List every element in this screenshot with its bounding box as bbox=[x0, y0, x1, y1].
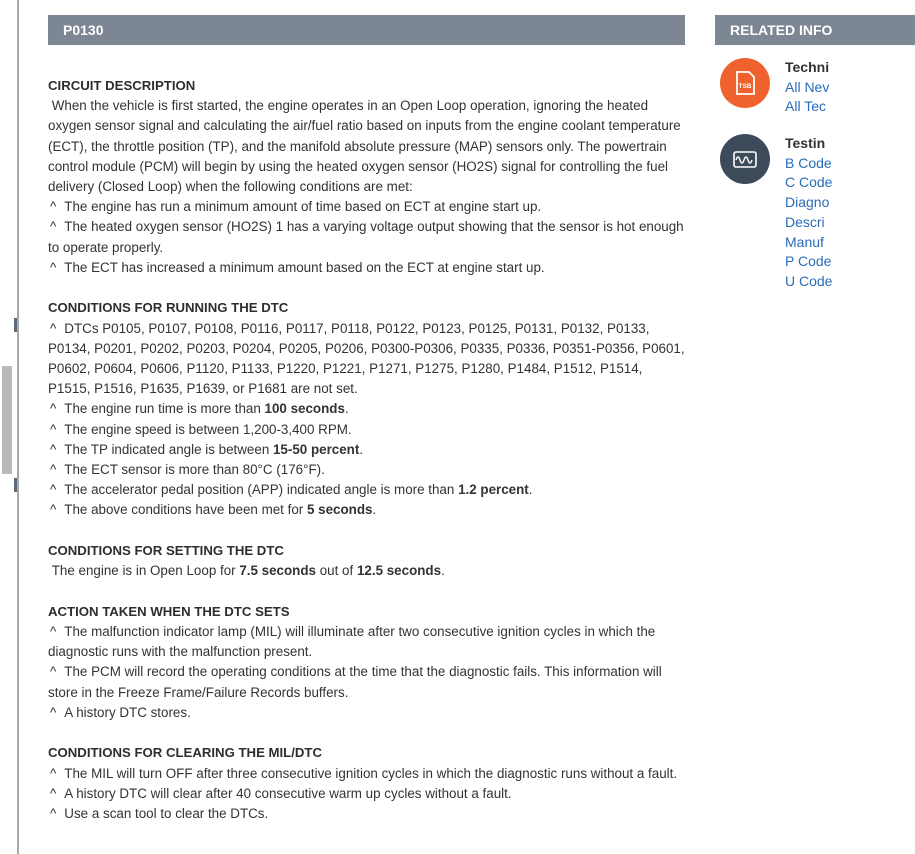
section-title: CONDITIONS FOR CLEARING THE MIL/DTC bbox=[48, 745, 322, 761]
related-link[interactable]: All Tec bbox=[785, 98, 826, 115]
tsb-document-icon[interactable] bbox=[720, 58, 770, 108]
related-info-sidebar bbox=[715, 15, 833, 315]
related-link[interactable]: P Code bbox=[785, 253, 832, 270]
caret-icon: ^ bbox=[50, 462, 57, 478]
conditions-clearing-section bbox=[48, 743, 685, 824]
caret-icon: ^ bbox=[50, 664, 57, 680]
caret-icon: ^ bbox=[50, 502, 57, 518]
caret-icon: ^ bbox=[50, 482, 57, 498]
bullet-item: ^ The ECT has increased a minimum amount based on the ECT at engine start up. bbox=[50, 259, 545, 275]
bullet-item: ^ The engine run time is more than 100 seconds. bbox=[50, 401, 349, 417]
caret-icon: ^ bbox=[50, 704, 57, 720]
left-scrollbar-thumb[interactable] bbox=[2, 366, 12, 474]
related-link[interactable]: Diagno bbox=[785, 194, 830, 211]
circuit-description-section bbox=[48, 76, 685, 278]
related-group-title: Techni bbox=[785, 59, 830, 75]
tsb-icon-label: TSB bbox=[738, 83, 752, 90]
conditions-setting-section bbox=[48, 541, 685, 581]
dtc-article bbox=[48, 15, 685, 845]
related-link[interactable]: Manuf bbox=[785, 233, 824, 250]
related-link[interactable]: All Nev bbox=[785, 78, 830, 95]
section-title: ACTION TAKEN WHEN THE DTC SETS bbox=[48, 603, 290, 619]
caret-icon: ^ bbox=[50, 441, 57, 457]
related-link[interactable]: C Code bbox=[785, 174, 833, 191]
caret-icon: ^ bbox=[50, 401, 57, 417]
setting-text: The engine is in Open Loop for 7.5 seconds out of 12.5 seconds. bbox=[48, 563, 445, 579]
caret-icon: ^ bbox=[50, 199, 57, 215]
conditions-running-section bbox=[48, 298, 685, 520]
bullet-item: ^ The malfunction indicator lamp (MIL) will illuminate after two consecutive ignition cycles in which the diagnostic runs with the malfunction present. bbox=[48, 624, 656, 660]
related-group-text bbox=[785, 58, 829, 117]
bullet-item: ^ The TP indicated angle is between 15-50 percent. bbox=[50, 441, 364, 457]
caret-icon: ^ bbox=[50, 320, 57, 336]
section-title: CIRCUIT DESCRIPTION bbox=[48, 78, 196, 93]
caret-icon: ^ bbox=[50, 259, 57, 275]
article-body bbox=[48, 76, 685, 824]
caret-icon: ^ bbox=[50, 624, 57, 640]
section-title: CONDITIONS FOR RUNNING THE DTC bbox=[48, 300, 289, 316]
bullet-item: ^ The ECT sensor is more than 80°C (176°F). bbox=[50, 462, 325, 478]
related-group-text bbox=[785, 134, 832, 292]
related-link[interactable]: B Code bbox=[785, 154, 832, 171]
related-group-title: Testin bbox=[785, 135, 826, 151]
bullet-item: ^ The accelerator pedal position (APP) indicated angle is more than 1.2 percent. bbox=[50, 482, 533, 498]
circuit-description-text: When the vehicle is first started, the engine operates in an Open Loop operation, ignoring the heated oxygen sensor signal and calculating the air/fuel ratio based on inputs from the engine coolant temperature (ECT), the throttle position (TP), and the manifold absolute pressure (MAP) sensors only. The powertrain control module (PCM) will begin by using the heated oxygen sensor (HO2S) signal for controlling the fuel delivery (Closed Loop) when the following conditions are met: bbox=[48, 98, 685, 195]
caret-icon: ^ bbox=[50, 421, 57, 437]
caret-icon: ^ bbox=[50, 765, 57, 781]
bullet-item: ^ The engine speed is between 1,200-3,400 RPM. bbox=[50, 421, 352, 437]
caret-icon: ^ bbox=[50, 219, 57, 235]
bullet-item: ^ DTCs P0105, P0107, P0108, P0116, P0117, P0118, P0122, P0123, P0125, P0131, P0132, P0133, P0134, P0201, P0202, P0203, P0204, P0205, P0206, P0300-P0306, P0335, P0336, P0351-P0356, P0601, P0602, P0604, P0606, P1120, P1133, P1220, P1221, P1271, P1275, P1280, P1484, P1512, P1514, P1515, P1516, P1635, P1639, or P1681 are not set. bbox=[48, 320, 685, 397]
bullet-item: ^ Use a scan tool to clear the DTCs. bbox=[50, 806, 269, 822]
caret-icon: ^ bbox=[50, 806, 57, 822]
action-taken-section bbox=[48, 602, 685, 723]
waveform-icon[interactable] bbox=[720, 134, 770, 184]
left-edge-marker bbox=[14, 478, 17, 492]
related-link[interactable]: Descri bbox=[785, 213, 825, 230]
bullet-item: ^ A history DTC will clear after 40 consecutive warm up cycles without a fault. bbox=[50, 785, 512, 801]
bullet-item: ^ A history DTC stores. bbox=[50, 704, 191, 720]
related-link[interactable]: U Code bbox=[785, 272, 833, 289]
section-title: CONDITIONS FOR SETTING THE DTC bbox=[48, 543, 284, 559]
left-edge-marker bbox=[14, 318, 17, 332]
bullet-item: ^ The heated oxygen sensor (HO2S) 1 has a varying voltage output showing that the sensor is hot enough to operate properly. bbox=[48, 219, 684, 255]
bullet-item: ^ The engine has run a minimum amount of time based on ECT at engine start up. bbox=[50, 199, 542, 215]
bullet-item: ^ The PCM will record the operating conditions at the time that the diagnostic fails. This information will store in the Freeze Frame/Failure Records buffers. bbox=[48, 664, 662, 700]
related-info-header: RELATED INFO bbox=[715, 15, 915, 45]
dtc-code-header: P0130 bbox=[48, 15, 685, 45]
caret-icon: ^ bbox=[50, 785, 57, 801]
bullet-item: ^ The above conditions have been met for 5 seconds. bbox=[50, 502, 377, 518]
bullet-item: ^ The MIL will turn OFF after three consecutive ignition cycles in which the diagnostic runs without a fault. bbox=[50, 765, 678, 781]
